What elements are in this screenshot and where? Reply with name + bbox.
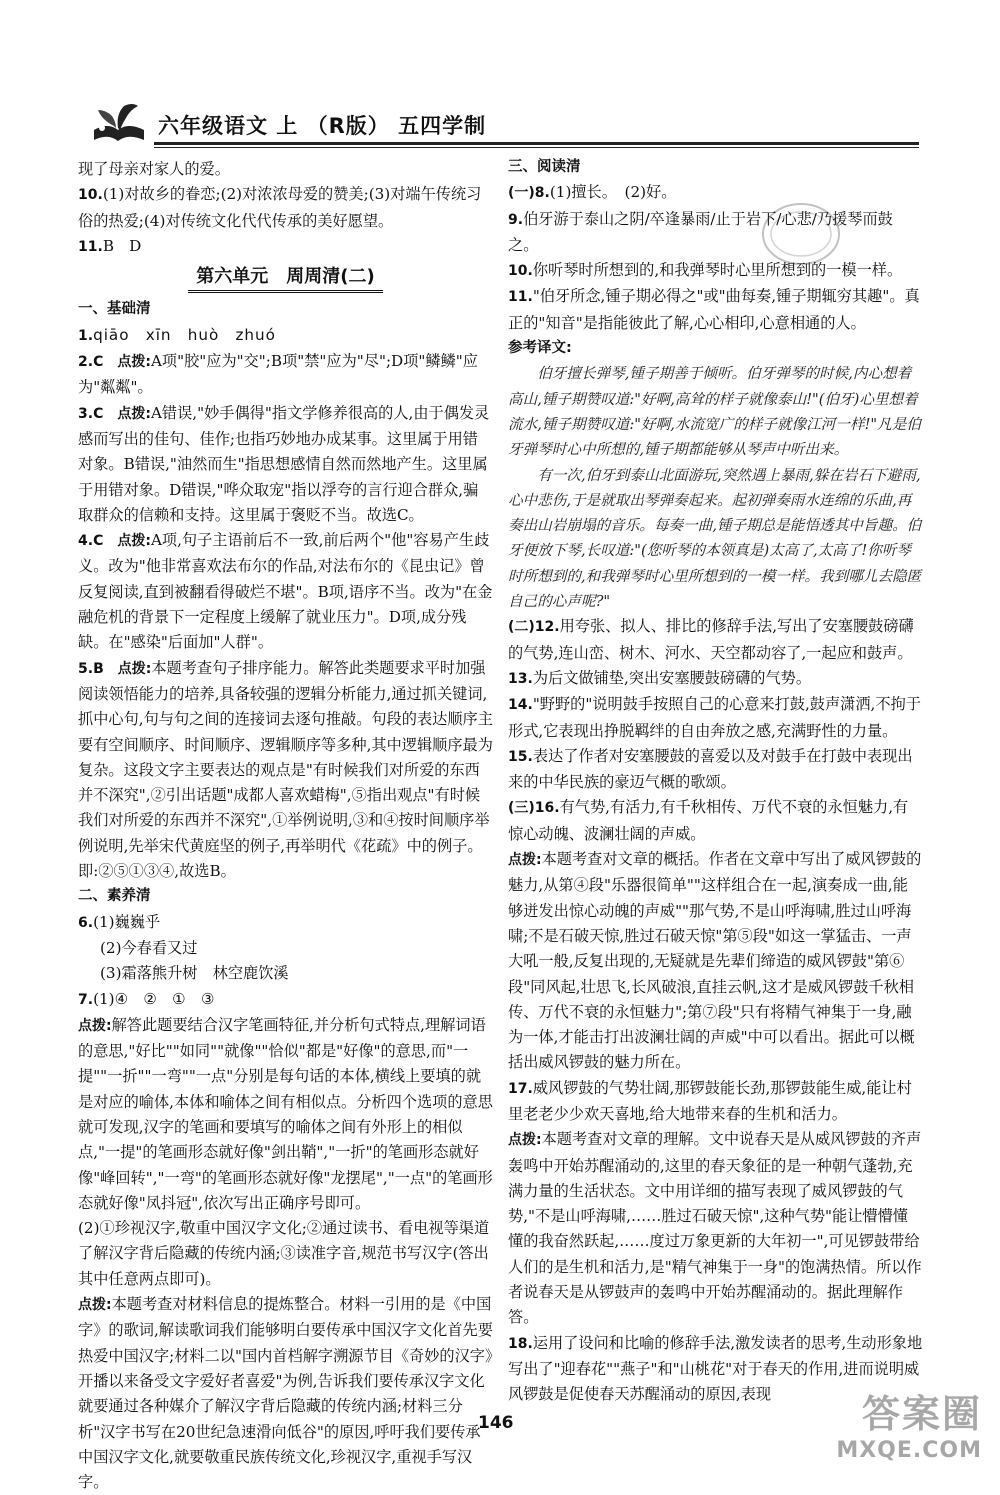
hint-paragraph — [508, 1127, 923, 1330]
answer-item — [78, 349, 493, 401]
answer-item — [78, 528, 493, 655]
answer-item — [508, 692, 923, 744]
item-text: 有气势,有活力,有千秋相传、万代不衰的永恒魅力,有惊心动魄、波澜壮阔的声威。 — [508, 798, 909, 843]
sprout-book-logo-icon — [88, 100, 150, 146]
item-text: (1)④ ② ① ③ — [93, 989, 215, 1008]
item-number: 10. — [78, 187, 103, 204]
answer-item — [508, 744, 923, 796]
answer-item — [508, 284, 923, 336]
answer-item — [78, 182, 493, 234]
item-text: "伯牙所念,锺子期必得之"或"曲每奏,锺子期辄穷其趣"。真正的"知音"是指能彼此了解,心心相印,心意相通的人。 — [508, 287, 920, 332]
section-heading: 三、阅读清 — [508, 159, 581, 175]
answer-item — [508, 795, 923, 847]
item-text: 运用了设问和比喻的修辞手法,激发读者的思考,生动形象地写出了"迎春花""燕子"和"山桃花"对于春天的作用,进而说明威风锣鼓是促使春天苏醒涌动的原因,表现 — [508, 1333, 923, 1404]
header-rule-thin — [154, 147, 919, 148]
item-number: 1. — [78, 327, 94, 344]
watermark-line2: MXQE.COM — [836, 1438, 982, 1463]
answer-text: 现了母亲对家人的爱。 — [78, 160, 230, 178]
hint-paragraph — [508, 847, 923, 1076]
hint-label: 点拨: — [508, 852, 542, 869]
item-number: 3. — [78, 405, 94, 422]
item-number: 18. — [508, 1335, 533, 1352]
hint-text: 解答此题要结合汉字笔画特征,并分析句式特点,理解词语的意思,"好比""如同""就像""恰似"都是"好像"的意思,而"一提""一折""一弯""一点"分别是每句话的本体,横线上要填的就是对应的喻体,本体和喻体之间有相似点。分析四个选项的意思就可发现,汉字的笔画和要填写的喻体之间有外形上的相似点,"一提"的笔画形态就好像"剑出鞘","一折"的笔画形态就好像"峰回转","一弯"的笔画形态就好像"龙摆尾","一点"的笔画形态就好像"凤抖冠",依次写出正确序号即可。 — [78, 1015, 493, 1212]
right-column — [508, 155, 923, 1408]
section-heading: 二、素养清 — [78, 888, 151, 905]
item-text: 伯牙游于泰山之阴/卒逢暴雨/止于岩下/心悲/乃援琴而鼓之。 — [508, 209, 893, 254]
item-number: (二)12. — [508, 619, 560, 636]
page-header — [88, 100, 918, 148]
hint-label: 点拨: — [78, 1297, 112, 1314]
hint-label: C 点拨: — [93, 533, 151, 550]
answer-item — [508, 666, 923, 692]
answer-item — [78, 656, 493, 885]
answer-item — [508, 207, 923, 259]
item-text: A项,句子主语前后不一致,前后两个"他"容易产生歧义。改为"他非常喜欢法布尔的作品,对法布尔的《昆虫记》曾反复阅读,直到被翻看得破烂不堪"。B项,语序不当。改为"在金融危机的背景下一定程度上缓解了就业压力"。D项,成分残缺。在"感染"后面加"人群"。 — [78, 531, 493, 652]
item-text: A项"胶"应为"交";B项"禁"应为"尽";D项"鳞鳞"应为"粼粼"。 — [78, 352, 478, 397]
answer-item — [508, 1076, 923, 1128]
item-number: 9. — [508, 211, 524, 228]
item-number: 11. — [78, 238, 103, 255]
item-text: A错误,"妙手偶得"指文学修养很高的人,由于偶发灵感而写出的佳句、佳作;也指巧妙地办成某事。这里属于用错对象。B错误,"油然而生"指思想感情自然而然地产生。这里属于用错对象。D错误,"哗众取宠"指以浮夸的言行迎合群众,骗取群众的信赖和支持。这里属于褒贬不当。故选C。 — [78, 403, 490, 524]
item-text: B D — [102, 236, 142, 255]
item-text: 为后文做铺垫,突出安塞腰鼓磅礴的气势。 — [532, 668, 812, 687]
hint-paragraph — [78, 1292, 493, 1495]
item-text: (1)擅长。 (2)好。 — [549, 183, 677, 202]
hint-text: 本题考查对文章的概括。作者在文章中写出了威风锣鼓的魅力,从第④段"乐器很简单""这样组合在一起,演奏成一曲,能够迸发出惊心动魄的声威""那气势,不是山呼海啸,胜过山呼海啸;不是石破天惊,胜过石破天惊"第⑤段"如这一掌猛击、一声大吼一般,反复出现的,无疑就是先辈们缔造的威风锣鼓"第⑥段"同风起,壮思飞,长风破浪,直挂云帆,这才是威风锣鼓千秋相传、万代不衰的永恒魅力";第⑦段"只有将精气神集于一身,融为一体,才能击打出波澜壮阔的声威"中可以看出。据此可以概括出威风锣鼓的魅力所在。 — [508, 850, 922, 1072]
section-heading: 参考译文: — [508, 340, 572, 357]
item-text: (1)对故乡的眷恋;(2)对浓浓母爱的赞美;(3)对端午传统习俗的热爱;(4)对传统文化代代传承的美好愿望。 — [78, 185, 482, 230]
hint-paragraph — [78, 1013, 493, 1216]
hint-text: 本题考查对文章的理解。文中说春天是从威风锣鼓的齐声轰鸣中开始苏醒涌动的,这里的春天象征的是一种朝气蓬勃,充满力量的生活状态。文中用详细的描写表现了威风锣鼓的气势,"不是山呼海啸,……胜过石破天惊",这种气势"能让懵懵懂懂的我奋然跃起,……度过万象更新的大年初一",可见锣鼓带给人们的是生机和活力,是"精气神集于一身"的饱满热情。所以作者说春天是从锣鼓声的轰鸣中开始苏醒涌动的。据此理解作答。 — [508, 1130, 922, 1327]
answer-item — [78, 987, 493, 1013]
item-number: 2. — [78, 354, 94, 371]
item-text: "野野的"说明鼓手按照自己的心意来打鼓,鼓声潇洒,不拘于形式,它表现出挣脱羁绊的自由奔放之感,充满野性的力量。 — [508, 695, 921, 740]
item-number: 10. — [508, 263, 533, 280]
answer-item — [78, 234, 493, 260]
item-number: 14. — [508, 697, 533, 714]
watermark-line1: 答案圈 — [861, 1392, 982, 1436]
page-number: 146 — [478, 1413, 514, 1433]
answer-item — [508, 614, 923, 666]
item-text: 你听琴时所想到的,和我弹琴时心里所想到的一模一样。 — [532, 261, 903, 280]
translation-paragraph: 伯牙擅长弹琴,锺子期善于倾听。伯牙弹琴的时候,内心想着高山,锺子期赞叹道:"好啊,高耸的样子就像泰山!"(伯牙)心里想着流水,锺子期赞叹道:"好啊,水流宽广的样子就像江河一样!"凡是伯牙弹琴时心中所想的,锺子期都能够从琴声中听出来。 — [508, 365, 921, 459]
answer-item — [508, 180, 923, 206]
unit-title-text: 第六单元 周周清(二) — [188, 264, 382, 293]
item-text: 威风锣鼓的气势壮阔,那锣鼓能长劲,那锣鼓能生威,能让村里老老少少欢天喜地,给大地带来春的生机和活力。 — [508, 1078, 912, 1123]
item-text: (1)巍巍乎 — [93, 912, 161, 931]
item-text: qiāo xīn huò zhuó — [93, 325, 276, 344]
hint-label: C 点拨: — [93, 354, 151, 371]
header-rule — [154, 142, 919, 145]
item-number: 4. — [78, 533, 94, 550]
item-number: 7. — [78, 991, 94, 1008]
answer-item — [78, 401, 493, 528]
item-number: 17. — [508, 1080, 533, 1097]
section-heading: 一、基础清 — [78, 301, 151, 318]
translation-paragraph: 有一次,伯牙到泰山北面游玩,突然遇上暴雨,躲在岩石下避雨,心中悲伤,于是就取出琴弹奏起来。起初弹奏雨水连绵的乐曲,再奏出山岩崩塌的音乐。每奏一曲,锺子期总是能悟透其中旨趣。伯牙便放下琴,长叹道:"(您听琴的本领真是)太高了,太高了!你听琴时所想到的,和我弹琴时心里所想到的一模一样。我到哪儿去隐匿自己的心声呢?" — [508, 466, 922, 611]
header-title: 六年级语文 上 （R版） 五四学制 — [158, 114, 487, 138]
item-number: 5. — [78, 660, 94, 677]
answer-item — [508, 258, 923, 284]
answer-item — [78, 910, 493, 936]
item-number: 15. — [508, 748, 533, 765]
unit-title — [78, 264, 493, 293]
hint-label: 点拨: — [78, 1017, 112, 1034]
left-column — [78, 157, 493, 1495]
item-text: 本题考查句子排序能力。解答此类题要求平时加强阅读领悟能力的培养,具备较强的逻辑分析能力,通过抓关键词,抓中心句,句与句之间的连接词去逐句推敲。句段的表达顺序主要有空间顺序、时间顺序、逻辑顺序等多种,其中逻辑顺序最为复杂。这段文字主要表达的观点是"有时候我们对所爱的东西并不深究",②引出话题"成都人喜欢蜡梅",⑤指出观点"有时候我们对所爱的东西并不深究",①举例说明,③和④按时间顺序举例说明,先举宋代黄庭坚的例子,再举明代《花疏》中的例子。即:②⑤①③④,故选B。 — [78, 658, 493, 881]
hint-label: B 点拨: — [93, 660, 152, 677]
answer-text: (2)①珍视汉字,敬重中国汉字文化;②通过读书、看电视等渠道了解汉字背后隐藏的传统内涵;③读准字音,规范书写汉字(答出其中任意两点即可)。 — [78, 1219, 490, 1288]
item-number: 6. — [78, 914, 94, 931]
sub-answer: (2)今春看又过 — [100, 938, 198, 957]
item-text: 用夸张、拟人、排比的修辞手法,写出了安塞腰鼓磅礴的气势,连山峦、树木、河水、天空都动容了,一起应和鼓声。 — [508, 617, 914, 662]
hint-label: C 点拨: — [93, 405, 151, 422]
item-number: 13. — [508, 670, 533, 687]
item-number: 11. — [508, 289, 533, 306]
answer-item — [78, 323, 493, 349]
watermark — [836, 1383, 982, 1463]
item-number: (三)16. — [508, 800, 560, 817]
item-text: 表达了作者对安塞腰鼓的喜爱以及对鼓手在打鼓中表现出来的中华民族的豪迈气概的歌颂。 — [508, 746, 913, 792]
item-number: (一)8. — [508, 185, 550, 202]
hint-text: 本题考查对材料信息的提炼整合。材料一引用的是《中国字》的歌词,解读歌词我们能够明白要传承中国汉字文化首先要热爱中国汉字;材料二以"国内首档解字溯源节目《奇妙的汉字》开播以来备受文字爱好者喜爱"为例,告诉我们要传承汉字文化就要通过各种媒介了解汉字背后隐藏的传统内涵;材料三分析"汉字书写在20世纪急速滑向低谷"的原因,呼吁我们要传承中国汉字文化,就要敬重民族传统文化,珍视汉字,重视手写汉字。 — [78, 1295, 493, 1492]
sub-answer: (3)霜落熊升树 林空鹿饮溪 — [100, 964, 289, 983]
hint-label: 点拨: — [508, 1132, 542, 1149]
